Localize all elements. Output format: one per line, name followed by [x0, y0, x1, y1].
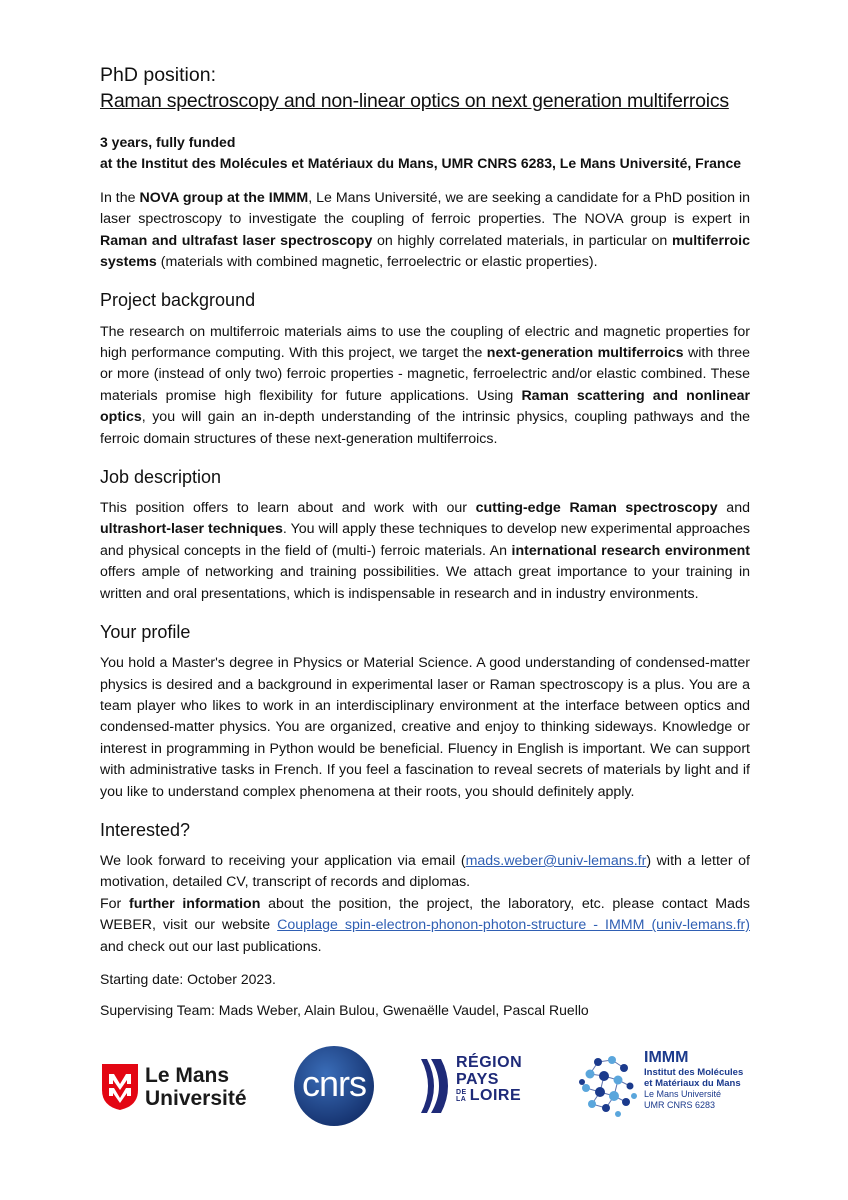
background-paragraph: The research on multiferroic materials aims to use the coupling of electric and magnetic properties for high performance computing. With this project, we target the next-generation multiferroics with three or more (instead of only two) ferroic properties - magnetic, ferroelectric and/or elastic combined. These materials promise high flexibility for future applications. Using Raman scattering and nonlinear optics, you will gain an in-depth understanding of the intrinsic physics, coupling pathways and the ferroic domain structures of these next-generation multiferroics. — [100, 323, 751, 447]
starting-date: Starting date: October 2023. — [100, 970, 276, 987]
immm-name-line2: et Matériaux du Mans — [644, 1078, 741, 1089]
region-line1: RÉGION — [456, 1054, 523, 1071]
immm-name-line3: Le Mans Université — [644, 1089, 722, 1099]
immm-name-line4: UMR CNRS 6283 — [644, 1099, 716, 1110]
email-link[interactable]: mads.weber@univ-lemans.fr — [465, 852, 647, 869]
document — [100, 62, 750, 1021]
website-link[interactable]: Couplage spin-electron-phonon-photon-structure - IMMM (univ-lemans.fr) — [277, 917, 750, 934]
region-emblem-icon — [419, 1057, 451, 1115]
intro-paragraph: In the NOVA group at the IMMM, Le Mans Université, we are seeking a candidate for a PhD position in laser spectroscopy to investigate the coupling of ferroic properties. The NOVA group is expert in Raman and ultrafast laser spectroscopy on highly correlated materials, in particular on multiferroic systems (materials with combined magnetic, ferroelectric or elastic properties). — [100, 190, 750, 271]
funding-line: 3 years, fully funded — [100, 134, 236, 150]
institution-line: at the Institut des Molécules et Matériaux du Mans, UMR CNRS 6283, Le Mans Université, France — [100, 155, 742, 171]
region-la: LA — [456, 1096, 467, 1104]
partner-logos — [0, 1045, 848, 1125]
immm-name-line1: Institut des Molécules — [644, 1067, 744, 1078]
immm-acronym: IMMM — [644, 1049, 689, 1066]
lemans-name-line2: Université — [145, 1087, 247, 1110]
cnrs-logo — [291, 1045, 377, 1127]
section-heading-profile: Your profile — [100, 622, 191, 643]
section-heading-job: Job description — [100, 467, 222, 488]
page-title: Raman spectroscopy and non-linear optics on next generation multiferroics — [100, 90, 729, 112]
application-paragraph: We look forward to receiving your application via email (mads.weber@univ-lemans.fr) with a letter of motivation, detailed CV, transcript of records and diplomas. — [100, 852, 750, 891]
position-summary — [100, 132, 750, 174]
region-line3: LOIRE — [469, 1087, 522, 1104]
profile-paragraph: You hold a Master's degree in Physics or Material Science. A good understanding of condensed-matter physics is desired and a background in experimental laser or Raman spectroscopy is a plus. You are a team player who likes to work in an interdisciplinary environment at the interface between optics and condensed-matter physics. You are organized, creative and enjoy to thinking sideways. Knowledge or interest in programming in Python would be beneficial. Fluency in English is important. We can support with administrative tasks in French. If you feel a fascination to reveal secrets of materials by light and if you like to understand complex phenomena at their roots, you should definitely apply. — [100, 655, 750, 800]
section-heading-interested: Interested? — [100, 819, 191, 840]
lemans-universite-logo — [100, 1058, 260, 1114]
immm-logo — [578, 1049, 753, 1121]
region-pays-de-la-loire-logo — [419, 1055, 539, 1119]
job-paragraph: This position offers to learn about and work with our cutting-edge Raman spectroscopy and ultrashort-laser techniques. You will apply these techniques to develop new experimental approaches and physical concepts in the field of (multi-) ferroic materials. An international research environment offers ample of networking and training possibilities. We attach great importance to your training in written and oral presentations, which is indispensable in research and in industry environments. — [100, 500, 750, 602]
lemans-name-line1: Le Mans — [145, 1064, 230, 1087]
contact-paragraph: For further information about the position, the project, the laboratory, etc. please contact Mads WEBER, visit our website Couplage spin-electron-phonon-photon-structure - IMMM (univ-lemans.fr) and check out our last publications. — [100, 895, 750, 955]
title-prefix: PhD position: — [100, 64, 216, 86]
supervising-team: Supervising Team: Mads Weber, Alain Bulou, Gwenaëlle Vaudel, Pascal Ruello — [100, 1001, 589, 1018]
immm-molecule-icon — [578, 1052, 640, 1118]
region-line2: PAYS — [456, 1070, 499, 1088]
region-de: DE — [456, 1088, 467, 1096]
section-heading-background: Project background — [100, 289, 256, 310]
lemans-emblem-icon — [100, 1060, 140, 1112]
cnrs-wordmark: cnrs — [301, 1063, 366, 1104]
